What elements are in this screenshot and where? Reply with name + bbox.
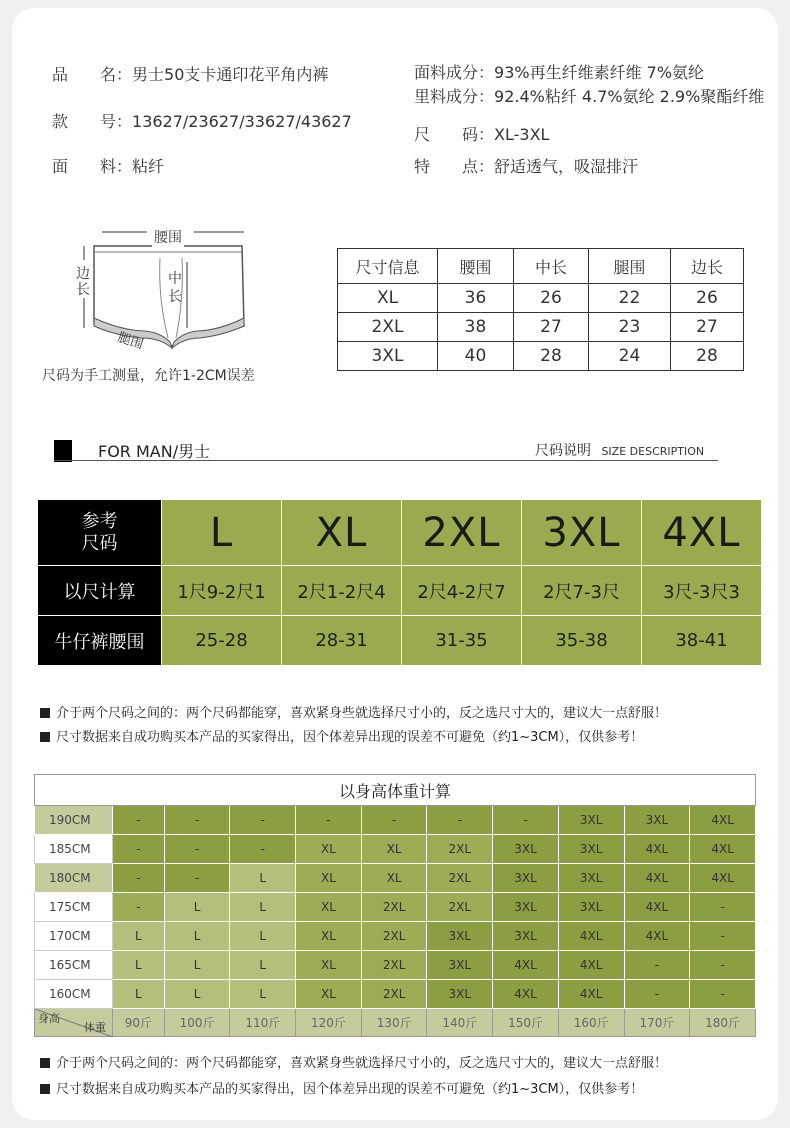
size-cell: - — [113, 864, 165, 893]
weight-cell: 180斤 — [690, 1009, 756, 1037]
reference-size-label — [38, 500, 162, 566]
height-weight-title: 以身高体重计算 — [35, 775, 756, 806]
size-cell: 4XL — [493, 980, 559, 1009]
size-cell: 4XL — [624, 893, 690, 922]
size-info-header-cell: 边长 — [671, 249, 744, 284]
size-cell: L — [230, 864, 296, 893]
size-info-cell: 3XL — [338, 342, 438, 371]
size-cell: 3XL — [493, 922, 559, 951]
bullet-square-icon — [40, 708, 50, 718]
size-cell: XL — [296, 922, 362, 951]
size-cell: - — [493, 806, 559, 835]
note-item — [40, 1078, 643, 1097]
note-text: 介于两个尺码之间的：两个尺码都能穿，喜欢紧身些就选择尺寸小的，反之选尺寸大的，建议大一点舒服！ — [56, 706, 668, 721]
shell-composition-value: 93%再生纤维素纤维 7%氨纶 — [494, 63, 705, 82]
height-weight-title-row — [35, 775, 756, 806]
size-info-cell: 2XL — [338, 313, 438, 342]
chi-measure-cell: 2尺1-2尺4 — [282, 566, 402, 616]
size-cell: 3XL — [624, 806, 690, 835]
size-cell: 3XL — [558, 835, 624, 864]
height-label: 185CM — [35, 835, 113, 864]
weight-cell: 140斤 — [427, 1009, 493, 1037]
size-cell: 3XL — [493, 893, 559, 922]
size-info-row — [338, 313, 744, 342]
size-cell: 4XL — [493, 951, 559, 980]
mid-length-label: 中长 — [168, 271, 182, 305]
feature-value: 舒适透气，吸湿排汗 — [494, 157, 639, 176]
size-cell: 4XL — [690, 864, 756, 893]
size-cell: XL — [296, 951, 362, 980]
style-number-value: 13627/23627/33627/43627 — [132, 112, 352, 131]
size-info-cell: XL — [338, 284, 438, 313]
jeans-waist-cell: 35-38 — [522, 616, 642, 666]
reference-size-cell: XL — [282, 500, 402, 566]
size-cell: 4XL — [558, 980, 624, 1009]
height-row — [35, 980, 756, 1009]
size-cell: - — [624, 980, 690, 1009]
size-cell: - — [164, 806, 230, 835]
height-label: 165CM — [35, 951, 113, 980]
size-cell: - — [690, 980, 756, 1009]
feature-label: 特 点： — [414, 157, 495, 176]
size-cell: - — [113, 893, 165, 922]
size-info-header-cell: 尺寸信息 — [338, 249, 438, 284]
size-cell: 4XL — [558, 951, 624, 980]
size-cell: - — [624, 951, 690, 980]
size-cell: L — [164, 893, 230, 922]
lining-composition-value: 92.4%粘纤 4.7%氨纶 2.9%聚酯纤维 — [494, 87, 765, 106]
reference-size-cell: 3XL — [522, 500, 642, 566]
size-cell: L — [113, 980, 165, 1009]
bullet-square-icon — [40, 732, 50, 742]
height-row — [35, 835, 756, 864]
size-cell: XL — [296, 835, 362, 864]
height-row — [35, 922, 756, 951]
product-name-label: 品 名： — [52, 65, 133, 84]
size-info-cell: 27 — [671, 313, 744, 342]
bullet-square-icon — [40, 1058, 50, 1068]
jeans-waist-cell: 31-35 — [402, 616, 522, 666]
side-length-label: 边长 — [76, 266, 90, 298]
size-info-cell: 24 — [589, 342, 671, 371]
reference-size-label-line: 尺码 — [81, 532, 118, 554]
chi-measure-cell: 1尺9-2尺1 — [162, 566, 282, 616]
chi-measure-cell: 2尺4-2尺7 — [402, 566, 522, 616]
size-cell: 2XL — [361, 980, 427, 1009]
size-range-value: XL-3XL — [494, 125, 550, 144]
height-label: 170CM — [35, 922, 113, 951]
product-name-value: 男士50支卡通印花平角内裤 — [132, 65, 329, 84]
size-info-table — [337, 248, 744, 371]
size-cell: L — [164, 980, 230, 1009]
jeans-waist-cell: 38-41 — [642, 616, 762, 666]
jeans-waist-row — [38, 616, 762, 666]
jeans-waist-cell: 28-31 — [282, 616, 402, 666]
height-row — [35, 893, 756, 922]
size-cell: 4XL — [624, 922, 690, 951]
size-cell: 3XL — [558, 893, 624, 922]
size-info-cell: 38 — [438, 313, 514, 342]
size-cell: 3XL — [427, 951, 493, 980]
chi-measure-cell: 3尺-3尺3 — [642, 566, 762, 616]
corner-height-label: 身高 — [38, 1012, 60, 1025]
size-cell: - — [361, 806, 427, 835]
size-cell: - — [230, 806, 296, 835]
lining-composition-label: 里料成分： — [414, 87, 495, 106]
height-weight-body — [35, 806, 756, 1009]
size-cell: 4XL — [624, 835, 690, 864]
size-cell: 2XL — [361, 893, 427, 922]
reference-size-cell: 4XL — [642, 500, 762, 566]
fabric-value: 粘纤 — [132, 157, 165, 176]
size-cell: - — [113, 806, 165, 835]
size-info-cell: 36 — [438, 284, 514, 313]
weight-cell: 100斤 — [164, 1009, 230, 1037]
section-bar — [54, 440, 72, 462]
reference-size-header — [38, 500, 762, 566]
corner-cell — [35, 1009, 113, 1037]
height-weight-table — [34, 774, 756, 1037]
size-info-cell: 26 — [514, 284, 589, 313]
size-info-cell: 40 — [438, 342, 514, 371]
reference-size-label-line: 参考 — [81, 510, 118, 532]
size-info-cell: 27 — [514, 313, 589, 342]
weight-cell: 110斤 — [230, 1009, 296, 1037]
height-label: 175CM — [35, 893, 113, 922]
chi-measure-row — [38, 566, 762, 616]
measurement-note: 尺码为手工测量，允许1-2CM误差 — [42, 368, 255, 384]
size-info-cell: 28 — [671, 342, 744, 371]
size-cell: - — [230, 835, 296, 864]
waist-label: 腰围 — [152, 227, 184, 247]
size-range-row — [414, 122, 549, 145]
size-cell: XL — [296, 893, 362, 922]
size-info-row — [338, 342, 744, 371]
shell-composition-label: 面料成分： — [414, 63, 495, 82]
product-name-row — [52, 62, 328, 85]
thigh-label: 腿围 — [115, 330, 146, 353]
underwear-diagram — [72, 218, 272, 368]
size-cell: 4XL — [558, 922, 624, 951]
style-number-label: 款 号： — [52, 112, 133, 131]
weight-cell: 170斤 — [624, 1009, 690, 1037]
size-cell: XL — [296, 864, 362, 893]
size-cell: - — [113, 835, 165, 864]
size-cell: - — [164, 835, 230, 864]
size-info-header-cell: 腿围 — [589, 249, 671, 284]
size-cell: XL — [296, 980, 362, 1009]
size-cell: L — [113, 922, 165, 951]
size-cell: 3XL — [427, 922, 493, 951]
height-row — [35, 951, 756, 980]
size-info-header-cell: 中长 — [514, 249, 589, 284]
fabric-row — [52, 154, 164, 177]
height-label: 160CM — [35, 980, 113, 1009]
size-chart-card — [12, 8, 778, 1120]
size-cell: L — [164, 922, 230, 951]
note-item — [40, 1052, 667, 1071]
size-cell: 2XL — [427, 835, 493, 864]
size-info-cell: 23 — [589, 313, 671, 342]
height-label: 180CM — [35, 864, 113, 893]
size-cell: - — [690, 893, 756, 922]
size-cell: 3XL — [427, 980, 493, 1009]
weight-cell: 160斤 — [558, 1009, 624, 1037]
reference-size-cell: L — [162, 500, 282, 566]
size-cell: 2XL — [361, 951, 427, 980]
chi-measure-cell: 2尺7-3尺 — [522, 566, 642, 616]
size-cell: 4XL — [690, 835, 756, 864]
size-info-cell: 28 — [514, 342, 589, 371]
height-label: 190CM — [35, 806, 113, 835]
size-cell: - — [690, 951, 756, 980]
height-row — [35, 806, 756, 835]
size-cell: 3XL — [558, 806, 624, 835]
weight-cell: 130斤 — [361, 1009, 427, 1037]
size-cell: 2XL — [427, 864, 493, 893]
size-cell: - — [164, 864, 230, 893]
size-info-row — [338, 284, 744, 313]
shell-composition-row — [414, 60, 704, 83]
section-subtitle-cn: 尺码说明 — [535, 443, 591, 459]
size-info-header — [338, 249, 744, 284]
lining-composition-row — [414, 84, 764, 107]
size-cell: - — [296, 806, 362, 835]
height-row — [35, 864, 756, 893]
section-subtitle — [535, 440, 704, 460]
note-item — [40, 702, 667, 721]
chi-measure-label: 以尺计算 — [38, 566, 162, 616]
style-number-row — [52, 109, 352, 132]
size-cell: L — [230, 922, 296, 951]
weight-cell: 90斤 — [113, 1009, 165, 1037]
size-cell: 3XL — [558, 864, 624, 893]
corner-weight-label: 体重 — [84, 1021, 106, 1034]
fabric-label: 面 料： — [52, 157, 133, 176]
bullet-square-icon — [40, 1084, 50, 1094]
size-cell: L — [230, 951, 296, 980]
size-cell: 4XL — [690, 806, 756, 835]
size-cell: 2XL — [361, 922, 427, 951]
jeans-waist-cell: 25-28 — [162, 616, 282, 666]
size-cell: 3XL — [493, 835, 559, 864]
weight-cell: 150斤 — [493, 1009, 559, 1037]
reference-size-table — [37, 499, 762, 666]
note-item — [40, 726, 643, 745]
size-info-cell: 26 — [671, 284, 744, 313]
weight-cell: 120斤 — [296, 1009, 362, 1037]
size-info-header-cell: 腰围 — [438, 249, 514, 284]
size-cell: L — [113, 951, 165, 980]
size-cell: 2XL — [427, 893, 493, 922]
weight-row — [35, 1009, 756, 1037]
jeans-waist-label: 牛仔裤腰围 — [38, 616, 162, 666]
size-cell: 4XL — [624, 864, 690, 893]
size-cell: XL — [361, 835, 427, 864]
size-range-label: 尺 码： — [414, 125, 495, 144]
note-text: 尺寸数据来自成功购买本产品的买家得出，因个体差异出现的误差不可避免（约1~3CM），仅供参考！ — [56, 1082, 644, 1097]
feature-row — [414, 154, 638, 177]
size-cell: 3XL — [493, 864, 559, 893]
section-title: FOR MAN/男士 — [98, 442, 211, 461]
section-subtitle-en: SIZE DESCRIPTION — [601, 445, 705, 458]
size-cell: - — [690, 922, 756, 951]
size-cell: - — [427, 806, 493, 835]
size-cell: L — [230, 980, 296, 1009]
note-text: 尺寸数据来自成功购买本产品的买家得出，因个体差异出现的误差不可避免（约1~3CM），仅供参考！ — [56, 730, 644, 745]
size-cell: L — [230, 893, 296, 922]
size-cell: XL — [361, 864, 427, 893]
note-text: 介于两个尺码之间的：两个尺码都能穿，喜欢紧身些就选择尺寸小的，反之选尺寸大的，建议大一点舒服！ — [56, 1056, 668, 1071]
size-cell: L — [164, 951, 230, 980]
size-info-cell: 22 — [589, 284, 671, 313]
reference-size-cell: 2XL — [402, 500, 522, 566]
